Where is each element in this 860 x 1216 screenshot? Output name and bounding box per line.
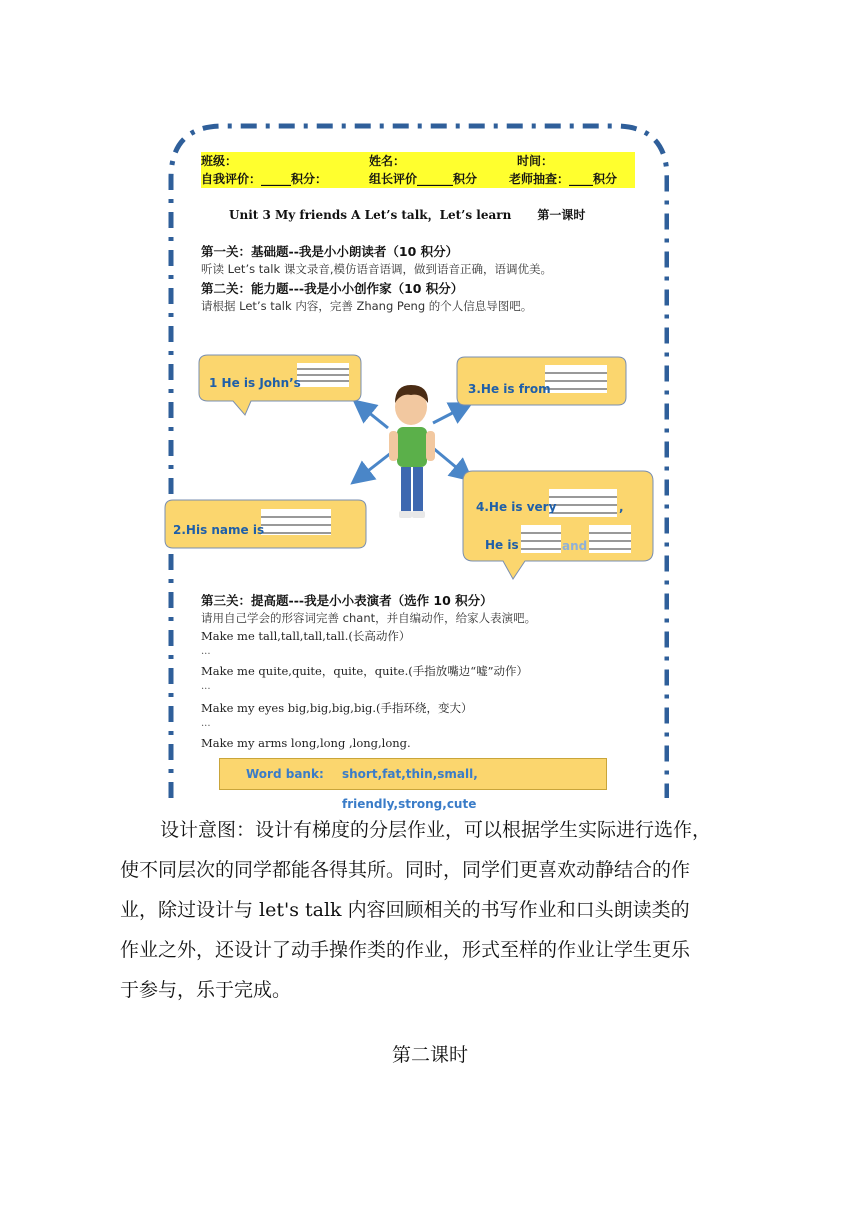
bubble-1: [199, 355, 361, 415]
bubble-3-text: 3.He is from: [468, 382, 551, 396]
level2-title: 第二关：能力题---我是小小创作家（10 积分）: [201, 281, 464, 296]
chant-line-1: Make me tall,tall,tall,tall.(长高动作）: [201, 629, 411, 643]
leader-eval: 组长评价______积分: [369, 172, 478, 186]
design-intent-paragraph: [120, 810, 742, 1010]
chant-line-3: Make my eyes big,big,big,big.(手指环绕，变大）: [201, 701, 473, 715]
bubble-2: [165, 500, 366, 548]
chant-ellipsis-2: ...: [201, 681, 211, 692]
next-lesson-heading: 第二课时: [391, 1044, 468, 1066]
teacher-check: 老师抽查：____积分: [509, 172, 618, 186]
bubble-2-text: 2.His name is: [173, 523, 265, 537]
unit-title-line: [229, 206, 585, 223]
paragraph-line-4: 作业之外，还设计了动手操作类的作业，形式至样的作业让学生更乐: [120, 939, 691, 961]
worksheet-frame: [163, 118, 669, 811]
level1-title: 第一关：基础题--我是小小朗读者（10 积分）: [201, 244, 459, 259]
time-label: 时间：: [517, 154, 554, 168]
paragraph-line-2: 使不同层次的同学都能各得其所。同时，同学们更喜欢动静结合的作: [120, 859, 691, 881]
header-row-1: [201, 152, 635, 170]
word-bank-label: Word bank:: [246, 767, 324, 781]
arrow-2: [355, 453, 391, 481]
bubble-4-text-b: He is: [485, 538, 519, 552]
paragraph-line-1: 设计意图：设计有梯度的分层作业，可以根据学生实际进行选作，: [160, 819, 712, 841]
chant-ellipsis-1: ...: [201, 646, 211, 657]
header-row-2: [201, 170, 635, 188]
bubble-4-and: and: [562, 539, 588, 553]
chant-line-4: Make my arms long,long ,long,long.: [201, 736, 411, 750]
arrow-1: [357, 403, 388, 428]
arrow-3: [433, 405, 468, 423]
level3-title: 第三关：提高题---我是小小表演者（选作 10 积分）: [201, 593, 493, 608]
unit-title: Unit 3 My friends A Let’s talk，Let’s learn: [229, 208, 512, 222]
bubble-1-text: 1 He is John’s: [209, 376, 301, 390]
chant-ellipsis-3: ...: [201, 718, 211, 729]
level1-text: 听读 Let’s talk 课文录音,模仿语音语调，做到语音正确，语调优美。: [201, 262, 552, 276]
boy-illustration: [389, 385, 435, 518]
word-bank-words: short,fat,thin,small, friendly,strong,cute: [342, 767, 478, 811]
arrow-4: [433, 448, 469, 478]
class-label: 班级：: [201, 154, 238, 168]
paragraph-line-3: 业，除过设计与 let's talk 内容回顾相关的书写作业和口头朗读类的: [120, 899, 690, 921]
name-label: 姓名：: [369, 154, 406, 168]
lesson-label: 第一课时: [537, 208, 586, 222]
bubble-3: [457, 357, 626, 405]
mind-map: [163, 343, 669, 598]
word-bank-box: [219, 758, 607, 811]
bubble-4-comma: ,: [619, 500, 624, 514]
bubble-4: [463, 471, 653, 579]
chant-line-2: Make me quite,quite，quite，quite.(手指放嘴边“嘘”动作）: [201, 664, 528, 678]
paragraph-line-5: 于参与，乐于完成。: [120, 979, 292, 1001]
self-eval: 自我评价：_____积分：: [201, 172, 328, 186]
level3-text: 请用自己学会的形容词完善 chant，并自编动作，给家人表演吧。: [201, 611, 537, 625]
level2-text: 请根据 Let’s talk 内容，完善 Zhang Peng 的个人信息导图吧。: [201, 299, 533, 313]
bubble-4-text-a: 4.He is very: [476, 500, 557, 514]
